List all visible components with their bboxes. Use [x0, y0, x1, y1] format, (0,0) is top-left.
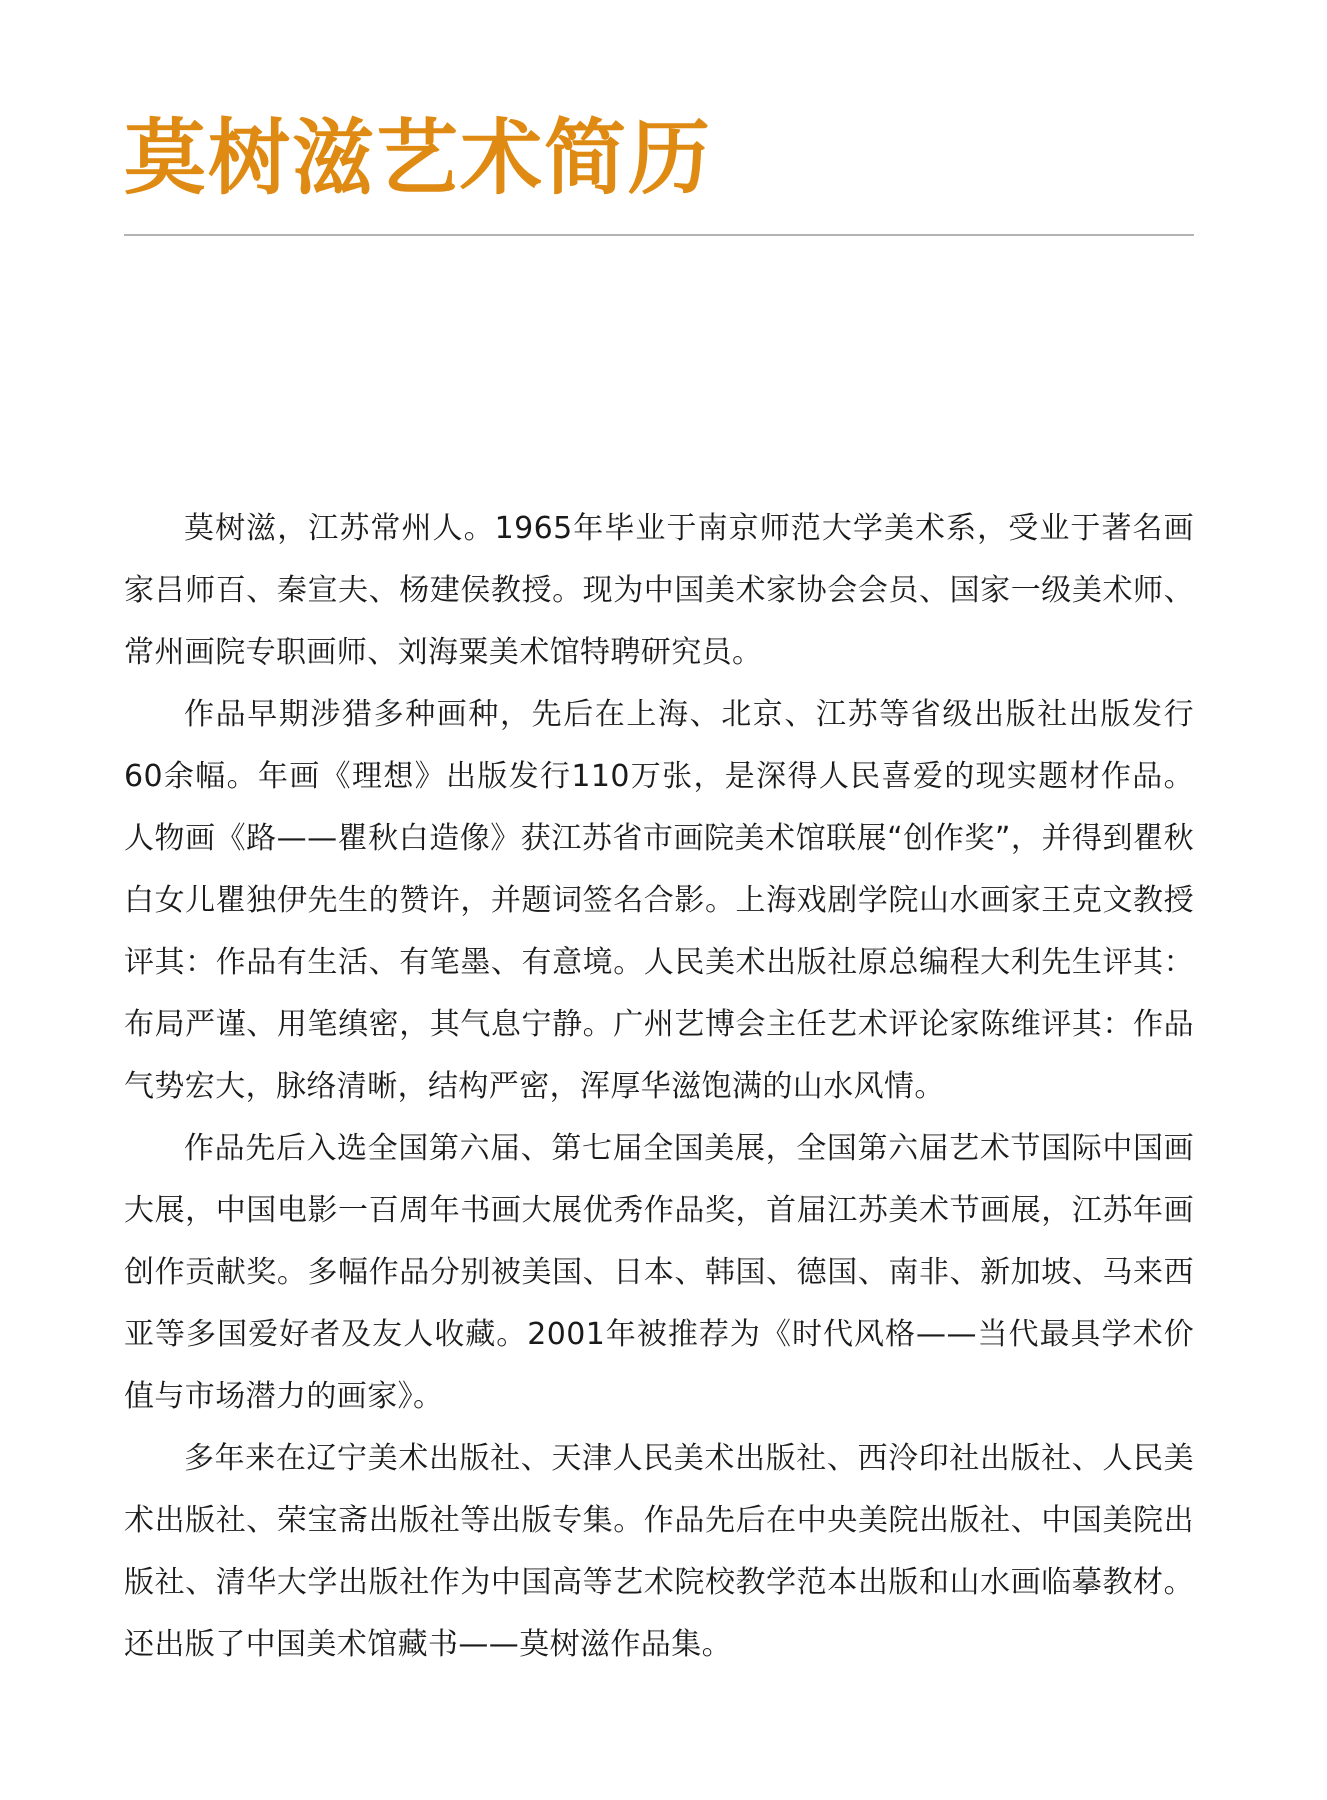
paragraph-early-works: 作品早期涉猎多种画种，先后在上海、北京、江苏等省级出版社出版发行60余幅。年画《理想》出版发行110万张，是深得人民喜爱的现实题材作品。人物画《路——瞿秋白造像》获江苏省市画院美术馆联展“创作奖”，并得到瞿秋白女儿瞿独伊先生的赞许，并题词签名合影。上海戏剧学院山水画家王克文教授评其：作品有生活、有笔墨、有意境。人民美术出版社原总编程大利先生评其：布局严谨、用笔缜密，其气息宁静。广州艺博会主任艺术评论家陈维评其：作品气势宏大，脉络清晰，结构严密，浑厚华滋饱满的山水风情。: [124, 697, 1194, 1104]
biography-body: [124, 498, 1194, 1676]
paragraph-publications: 多年来在辽宁美术出版社、天津人民美术出版社、西泠印社出版社、人民美术出版社、荣宝斋出版社等出版专集。作品先后在中央美院出版社、中国美院出版社、清华大学出版社作为中国高等艺术院校教学范本出版和山水画临摹教材。还出版了中国美术馆藏书——莫树滋作品集。: [124, 1441, 1194, 1662]
paragraph-intro: 莫树滋，江苏常州人。1965年毕业于南京师范大学美术系，受业于著名画家吕师百、秦宣夫、杨建侯教授。现为中国美术家协会会员、国家一级美术师、常州画院专职画师、刘海粟美术馆特聘研究员。: [124, 511, 1194, 670]
page-title: 莫树滋艺术简历: [124, 110, 713, 206]
paragraph-exhibitions: 作品先后入选全国第六届、第七届全国美展，全国第六届艺术节国际中国画大展，中国电影一百周年书画大展优秀作品奖，首届江苏美术节画展，江苏年画创作贡献奖。多幅作品分别被美国、日本、韩国、德国、南非、新加坡、马来西亚等多国爱好者及友人收藏。2001年被推荐为《时代风格——当代最具学术价值与市场潜力的画家》。: [124, 1131, 1194, 1414]
title-divider: [124, 234, 1194, 236]
